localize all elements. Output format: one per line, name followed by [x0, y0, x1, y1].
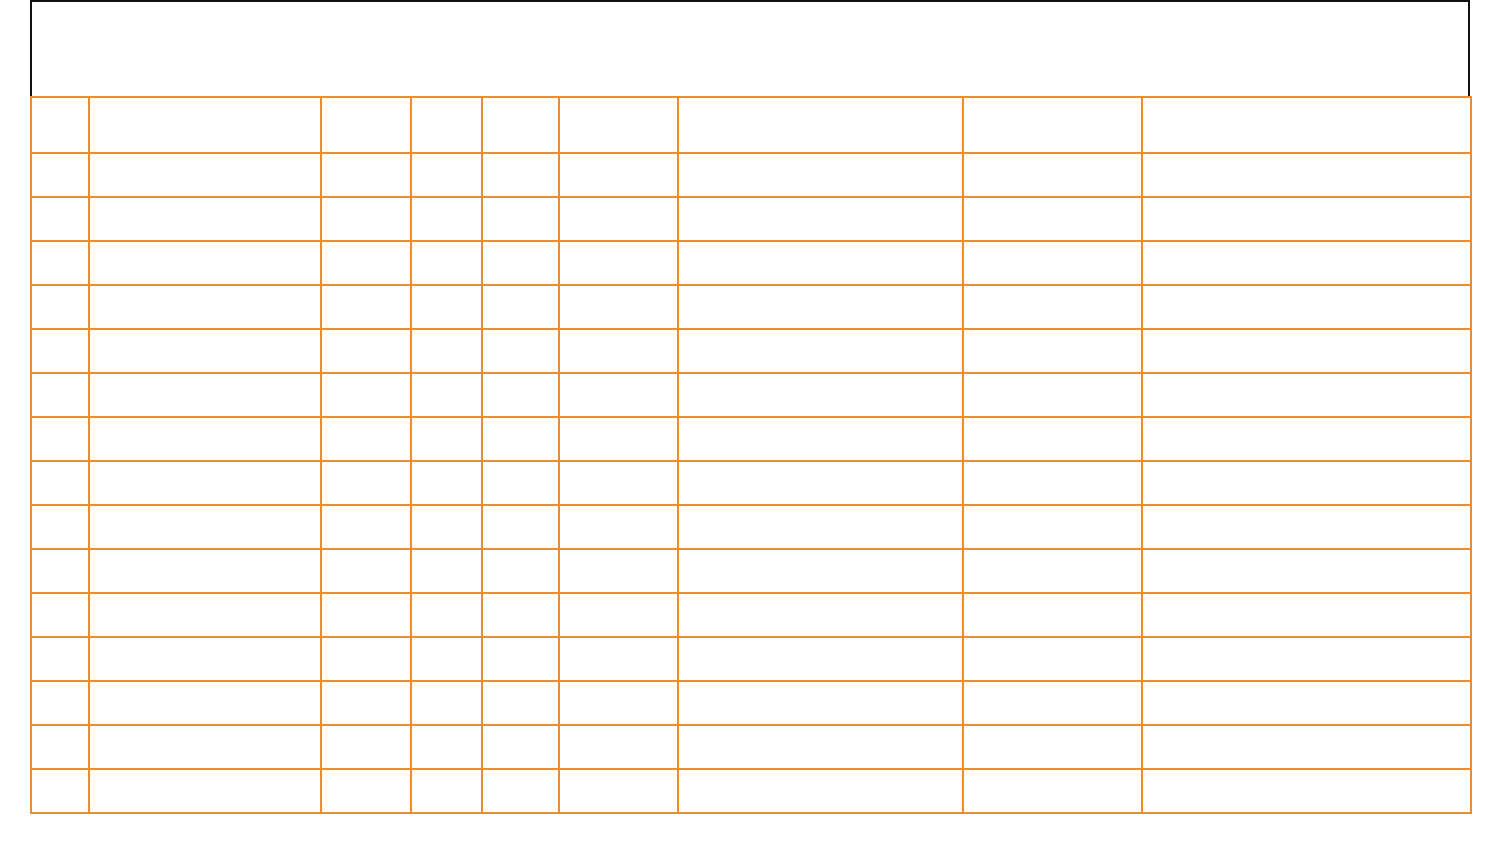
table-cell[interactable]: [559, 241, 678, 285]
column-header[interactable]: [321, 97, 411, 153]
table-cell[interactable]: [411, 329, 482, 373]
table-cell[interactable]: [89, 593, 321, 637]
table-cell[interactable]: [482, 285, 559, 329]
table-cell[interactable]: [1142, 417, 1471, 461]
table-cell[interactable]: [559, 549, 678, 593]
table-cell[interactable]: [321, 769, 411, 813]
column-header[interactable]: [411, 97, 482, 153]
table-cell[interactable]: [321, 461, 411, 505]
table-cell[interactable]: [31, 593, 89, 637]
table-cell[interactable]: [89, 461, 321, 505]
table-cell[interactable]: [963, 197, 1142, 241]
table-cell[interactable]: [963, 329, 1142, 373]
table-cell[interactable]: [678, 373, 963, 417]
table-row: [31, 417, 1471, 461]
column-header[interactable]: [559, 97, 678, 153]
table-cell[interactable]: [31, 373, 89, 417]
table-cell[interactable]: [1142, 241, 1471, 285]
table-cell[interactable]: [482, 153, 559, 197]
table-cell[interactable]: [31, 505, 89, 549]
table-cell[interactable]: [321, 505, 411, 549]
table-cell[interactable]: [482, 593, 559, 637]
table-cell[interactable]: [482, 461, 559, 505]
table-cell[interactable]: [482, 197, 559, 241]
column-header[interactable]: [1142, 97, 1471, 153]
data-table: [30, 96, 1472, 814]
table-cell[interactable]: [411, 549, 482, 593]
table-cell[interactable]: [89, 373, 321, 417]
title-bar: [30, 0, 1470, 96]
table-cell[interactable]: [482, 549, 559, 593]
table-cell[interactable]: [678, 725, 963, 769]
table-cell[interactable]: [31, 769, 89, 813]
table-cell[interactable]: [411, 241, 482, 285]
table-cell[interactable]: [482, 637, 559, 681]
table-cell[interactable]: [31, 417, 89, 461]
table-cell[interactable]: [31, 725, 89, 769]
table-cell[interactable]: [963, 373, 1142, 417]
table-cell[interactable]: [559, 769, 678, 813]
table-cell[interactable]: [678, 285, 963, 329]
table-cell[interactable]: [31, 241, 89, 285]
table-cell[interactable]: [559, 461, 678, 505]
table-cell[interactable]: [411, 681, 482, 725]
table-cell[interactable]: [963, 505, 1142, 549]
table-body: [31, 153, 1471, 813]
table-row: [31, 769, 1471, 813]
table-cell[interactable]: [482, 373, 559, 417]
column-header[interactable]: [963, 97, 1142, 153]
table-cell[interactable]: [89, 329, 321, 373]
table-cell[interactable]: [963, 241, 1142, 285]
table-cell[interactable]: [678, 329, 963, 373]
table-row: [31, 681, 1471, 725]
table-cell[interactable]: [411, 505, 482, 549]
table-cell[interactable]: [89, 417, 321, 461]
table-cell[interactable]: [1142, 637, 1471, 681]
table-cell[interactable]: [482, 329, 559, 373]
table-cell[interactable]: [1142, 373, 1471, 417]
table-cell[interactable]: [321, 241, 411, 285]
table-cell[interactable]: [31, 197, 89, 241]
table-row: [31, 725, 1471, 769]
table-cell[interactable]: [678, 461, 963, 505]
table-cell[interactable]: [559, 153, 678, 197]
table-cell[interactable]: [963, 153, 1142, 197]
table-cell[interactable]: [482, 725, 559, 769]
column-header[interactable]: [482, 97, 559, 153]
table-cell[interactable]: [482, 417, 559, 461]
table-cell[interactable]: [31, 153, 89, 197]
header-row: [31, 97, 1471, 153]
table-cell[interactable]: [321, 153, 411, 197]
table-cell[interactable]: [321, 681, 411, 725]
table-cell[interactable]: [411, 461, 482, 505]
table-cell[interactable]: [1142, 153, 1471, 197]
table-row: [31, 593, 1471, 637]
table-cell[interactable]: [89, 681, 321, 725]
table-cell[interactable]: [678, 549, 963, 593]
table-cell[interactable]: [411, 637, 482, 681]
table-cell[interactable]: [559, 417, 678, 461]
table-cell[interactable]: [89, 241, 321, 285]
table-row: [31, 329, 1471, 373]
table-cell[interactable]: [321, 593, 411, 637]
table-cell[interactable]: [321, 197, 411, 241]
table-cell[interactable]: [89, 505, 321, 549]
table-cell[interactable]: [321, 637, 411, 681]
table-cell[interactable]: [89, 549, 321, 593]
table-cell[interactable]: [411, 417, 482, 461]
table-row: [31, 285, 1471, 329]
table-cell[interactable]: [321, 549, 411, 593]
table-row: [31, 241, 1471, 285]
table-cell[interactable]: [559, 505, 678, 549]
table-cell[interactable]: [559, 285, 678, 329]
table-row: [31, 505, 1471, 549]
table-cell[interactable]: [963, 637, 1142, 681]
table-cell[interactable]: [31, 461, 89, 505]
table-cell[interactable]: [963, 725, 1142, 769]
table-cell[interactable]: [963, 285, 1142, 329]
table-row: [31, 549, 1471, 593]
table-cell[interactable]: [963, 549, 1142, 593]
table-cell[interactable]: [559, 637, 678, 681]
table-cell[interactable]: [1142, 681, 1471, 725]
table-cell[interactable]: [1142, 197, 1471, 241]
table-cell[interactable]: [963, 769, 1142, 813]
table-row: [31, 461, 1471, 505]
table-cell[interactable]: [321, 329, 411, 373]
table-cell[interactable]: [31, 329, 89, 373]
table-row: [31, 637, 1471, 681]
table-cell[interactable]: [963, 681, 1142, 725]
table-cell[interactable]: [89, 153, 321, 197]
table-cell[interactable]: [559, 725, 678, 769]
column-header[interactable]: [678, 97, 963, 153]
table-cell[interactable]: [678, 417, 963, 461]
table-cell[interactable]: [411, 593, 482, 637]
table-cell[interactable]: [411, 769, 482, 813]
table-cell[interactable]: [963, 461, 1142, 505]
table-cell[interactable]: [1142, 461, 1471, 505]
column-header[interactable]: [89, 97, 321, 153]
table-cell[interactable]: [963, 593, 1142, 637]
table-cell[interactable]: [1142, 549, 1471, 593]
table-cell[interactable]: [1142, 769, 1471, 813]
table-cell[interactable]: [678, 681, 963, 725]
table-cell[interactable]: [559, 373, 678, 417]
column-header[interactable]: [31, 97, 89, 153]
table-cell[interactable]: [411, 153, 482, 197]
table-cell[interactable]: [559, 197, 678, 241]
table-cell[interactable]: [1142, 505, 1471, 549]
table-cell[interactable]: [559, 593, 678, 637]
table-cell[interactable]: [482, 505, 559, 549]
table-cell[interactable]: [678, 197, 963, 241]
table-row: [31, 197, 1471, 241]
table-cell[interactable]: [89, 197, 321, 241]
table-cell[interactable]: [482, 769, 559, 813]
table-cell[interactable]: [482, 681, 559, 725]
table-cell[interactable]: [1142, 285, 1471, 329]
table-cell[interactable]: [411, 373, 482, 417]
table-cell[interactable]: [31, 549, 89, 593]
table-cell[interactable]: [559, 329, 678, 373]
table-cell[interactable]: [89, 769, 321, 813]
table-cell[interactable]: [1142, 329, 1471, 373]
table-row: [31, 153, 1471, 197]
table-cell[interactable]: [31, 637, 89, 681]
table-cell[interactable]: [89, 637, 321, 681]
table-cell[interactable]: [321, 373, 411, 417]
table-cell[interactable]: [678, 241, 963, 285]
spreadsheet: [30, 0, 1470, 814]
table-cell[interactable]: [411, 725, 482, 769]
table-cell[interactable]: [321, 285, 411, 329]
table-cell[interactable]: [678, 593, 963, 637]
table-cell[interactable]: [678, 505, 963, 549]
table-cell[interactable]: [89, 285, 321, 329]
table-cell[interactable]: [31, 285, 89, 329]
table-cell[interactable]: [678, 153, 963, 197]
table-row: [31, 373, 1471, 417]
table-cell[interactable]: [678, 637, 963, 681]
table-cell[interactable]: [559, 681, 678, 725]
table-cell[interactable]: [321, 417, 411, 461]
table-cell[interactable]: [31, 681, 89, 725]
table-cell[interactable]: [963, 417, 1142, 461]
table-cell[interactable]: [1142, 725, 1471, 769]
table-cell[interactable]: [1142, 593, 1471, 637]
table-cell[interactable]: [678, 769, 963, 813]
table-cell[interactable]: [411, 197, 482, 241]
table-cell[interactable]: [89, 725, 321, 769]
table-cell[interactable]: [321, 725, 411, 769]
table-cell[interactable]: [482, 241, 559, 285]
table-cell[interactable]: [411, 285, 482, 329]
